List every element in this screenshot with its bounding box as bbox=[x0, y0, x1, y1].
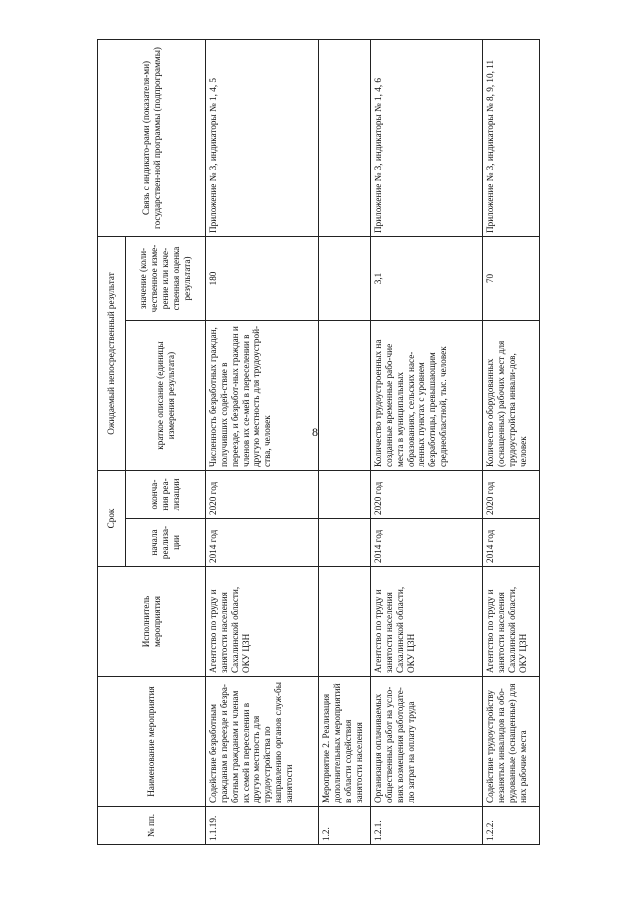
row-end bbox=[319, 471, 371, 519]
row-end: 2020 год bbox=[371, 471, 483, 519]
row-desc bbox=[319, 321, 371, 471]
row-executor: Агентство по труду и занятости населения Сахалинской области, ОКУ ЦЗН bbox=[206, 567, 319, 677]
row-name: Содействие безработным гражданам в переезде и безра-ботным гражданам и членам их семей в переселении в другую местность для трудоустройства по направлению органов служ-бы занятости bbox=[206, 677, 319, 807]
row-link: Приложение № 3, индикаторы № 1, 4, 6 bbox=[371, 40, 483, 237]
row-value: 180 bbox=[206, 237, 319, 321]
header-term-end: оконча-ния реа-лизации bbox=[126, 471, 206, 519]
header-num: № пп. bbox=[98, 807, 206, 845]
measures-table bbox=[97, 39, 540, 845]
table-row bbox=[371, 40, 483, 845]
row-start bbox=[319, 519, 371, 567]
row-executor: Агентство по труду и занятости населения Сахалинской области, ОКУ ЦЗН bbox=[483, 567, 540, 677]
table-row bbox=[319, 40, 371, 845]
header-term: Срок bbox=[98, 471, 126, 567]
row-desc: Количество трудоустроенных на созданные временные рабо-чие места в муниципальных образованиях, сельских насе-ленных пунктах с уровнем безработицы, превышающим среднеобластной, тыс. человек bbox=[371, 321, 483, 471]
table-row bbox=[206, 40, 319, 845]
row-executor bbox=[319, 567, 371, 677]
header-term-start: начала реализа-ции bbox=[126, 519, 206, 567]
row-name: Мероприятие 2. Реализация дополнительных мероприятий в области содействия занятости населения bbox=[319, 677, 371, 807]
page-number: 8 bbox=[312, 425, 318, 439]
row-desc: Количество оборудованных (оснащенных) рабочих мест для трудоустройства инвали-дов, человек bbox=[483, 321, 540, 471]
row-value: 70 bbox=[483, 237, 540, 321]
row-name: Организация оплачиваемых общественных работ на усло-виях возмещения работодате-лю затрат на оплату труда bbox=[371, 677, 483, 807]
row-num: 1.2.1. bbox=[371, 807, 483, 845]
header-name: Наименование мероприятия bbox=[98, 677, 206, 807]
row-executor: Агентство по труду и занятости населения Сахалинской области, ОКУ ЦЗН bbox=[371, 567, 483, 677]
row-link bbox=[319, 40, 371, 237]
row-num: 1.2.2. bbox=[483, 807, 540, 845]
header-link: Связь с индикато-рами (показателя-ми) государствен-ной программы (подпрограммы) bbox=[98, 40, 206, 237]
row-num: 1.1.19. bbox=[206, 807, 319, 845]
row-desc: Численность безработных граждан, получивших содей-ствие в переезде, и безработ-ных граждан и членов их се-мей в переселении в другую местность для трудоустрой-ства, человек bbox=[206, 321, 319, 471]
rotated-table-wrapper bbox=[97, 40, 539, 845]
header-expected: Ожидаемый непосредственный результат bbox=[98, 237, 126, 471]
row-value bbox=[319, 237, 371, 321]
header-expected-desc: краткое описание (единицы измерения результата) bbox=[126, 321, 206, 471]
row-end: 2020 год bbox=[483, 471, 540, 519]
row-num: 1.2. bbox=[319, 807, 371, 845]
table-row bbox=[483, 40, 540, 845]
row-name: Содействие трудоустройству незанятых инвалидов на обо-рудованные (оснащенные) для них рабочие места bbox=[483, 677, 540, 807]
row-start: 2014 год bbox=[206, 519, 319, 567]
row-link: Приложение № 3, индикаторы № 8, 9, 10, 11 bbox=[483, 40, 540, 237]
row-link: Приложение № 3, индикаторы № 1, 4, 5 bbox=[206, 40, 319, 237]
header-row-1 bbox=[98, 40, 126, 845]
row-end: 2020 год bbox=[206, 471, 319, 519]
row-start: 2014 год bbox=[371, 519, 483, 567]
row-start: 2014 год bbox=[483, 519, 540, 567]
row-value: 3,1 bbox=[371, 237, 483, 321]
header-executor: Исполнитель мероприятия bbox=[98, 567, 206, 677]
header-expected-value: значение (коли-чественное изме-рение или каче-ственная оценка результата) bbox=[126, 237, 206, 321]
